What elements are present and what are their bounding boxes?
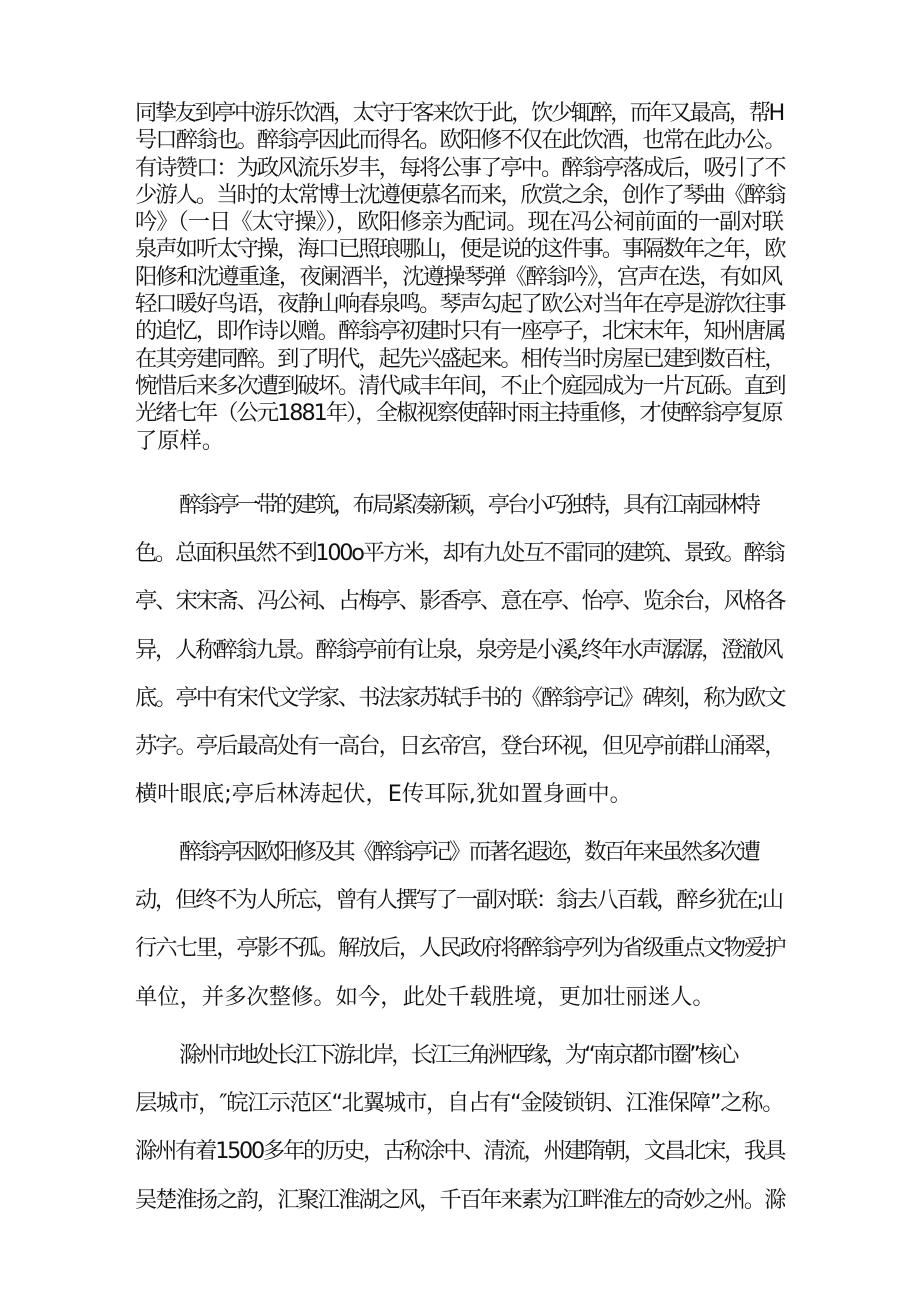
text-line: 了原样。 — [135, 427, 225, 454]
text-line: 异，人称醉翁九景。醉翁亭前有让泉，泉旁是小溪,终年水声潺潺，澄澈风 — [135, 636, 782, 663]
text-line: 苏字。亭后最高处有一高台，日玄帝宫，登台环视，但见亭前群山涌翠， — [135, 733, 785, 760]
text-line: 吟》（一日《太守操》），欧阳修亲为配词。现在冯公祠前面的一副对联 — [135, 209, 784, 236]
text-line: 醉翁亭一带的建筑，布局紧凑新颖，亭台小巧独特，具有江南园林特 — [179, 492, 758, 518]
text-line: 的追忆，即作诗以赠。醉翁亭初建时只有一座亭子，北宋末年，知州唐属 — [135, 318, 785, 345]
text-line: 号口醉翁也。醉翁亭因此而得名。欧阳修不仅在此饮酒，也常在此办公。 — [135, 127, 785, 154]
text-line: 单位，并多次整修。如今，此处千载胜境，更加壮丽迷人。 — [135, 983, 715, 1010]
text-line: 在其旁建同醉。到了明代，起先兴盛起来。相传当时房屋已建到数百柱， — [135, 345, 785, 372]
text-line: 滁州市地处长江下游北岸，长江三角洲西缘，为“南京都市圈”核心 — [179, 1042, 737, 1068]
text-line: 泉声如听太守操，海口已照琅哪山，便是说的这件事。事隔数年之年，欧 — [135, 236, 785, 263]
paragraph-4 — [135, 1031, 785, 1224]
text-line: 少游人。当时的太常博士沈遵便慕名而来，欣赏之余，创作了琴曲《醉翁 — [135, 181, 785, 208]
text-line: 滁州有着1500多年的历史，古称涂中、清流，州建隋朝，文昌北宋，我具 — [135, 1138, 785, 1165]
text-line: 色。总面积虽然不到100o平方米，却有九处互不雷同的建筑、景致。醉翁 — [135, 540, 784, 567]
text-line: 惋惜后来多次遭到破坏。清代咸丰年间，不止个庭园成为一片瓦砾。直到 — [135, 372, 785, 399]
text-line: 阳修和沈遵重逢，夜阑酒半，沈遵操琴弹《醉翁吟》，宫声在迭，有如风 — [135, 263, 782, 290]
text-line: 光绪七年（公元1881年），全椒视察使薛时雨主持重修，才使醉翁亭复原 — [135, 400, 782, 427]
text-line: 层城市，″皖江示范区“北翼城市，自占有“金陵锁钥、江淮保障”之称。 — [135, 1090, 784, 1117]
text-line: 横叶眼底;亭后林涛起伏，E传耳际,犹如置身画中。 — [135, 781, 632, 808]
paragraph-1 — [135, 100, 785, 455]
text-line: 行六七里，亭影不孤。解放后，人民政府将醉翁亭列为省级重点文物爱护 — [135, 935, 785, 962]
text-line: 醉翁亭因欧阳修及其《醉翁亭记》而著名遐迩，数百年来虽然多次遭 — [179, 839, 758, 865]
text-line: 有诗赞口：为政风流乐岁丰，每将公事了亭中。醉翁亭落成后，吸引了不 — [135, 154, 785, 181]
text-line: 吴楚淮扬之韵，汇聚江淮湖之风，千百年来素为江畔淮左的奇妙之州。滁 — [135, 1186, 785, 1213]
text-line: 亭、宋宋斋、冯公祠、占梅亭、影香亭、意在亭、怡亭、览余台，风格各 — [135, 588, 785, 615]
text-line: 同挚友到亭中游乐饮酒，太守于客来饮于此，饮少辄醉，而年又最高，帮H — [135, 100, 783, 126]
paragraph-3 — [135, 828, 785, 1021]
text-line: 动，但终不为人所忘，曾有人撰写了一副对联：翁去八百载，醉乡犹在;山 — [135, 887, 782, 914]
text-line: 底。亭中有宋代文学家、书法家苏轼手书的《醉翁亭记》碑刻，称为欧文 — [135, 684, 785, 711]
paragraph-2 — [135, 481, 785, 818]
text-line: 轻口暖好鸟语，夜静山响春泉鸣。琴声勾起了欧公对当年在亭是游饮往事 — [135, 291, 785, 318]
